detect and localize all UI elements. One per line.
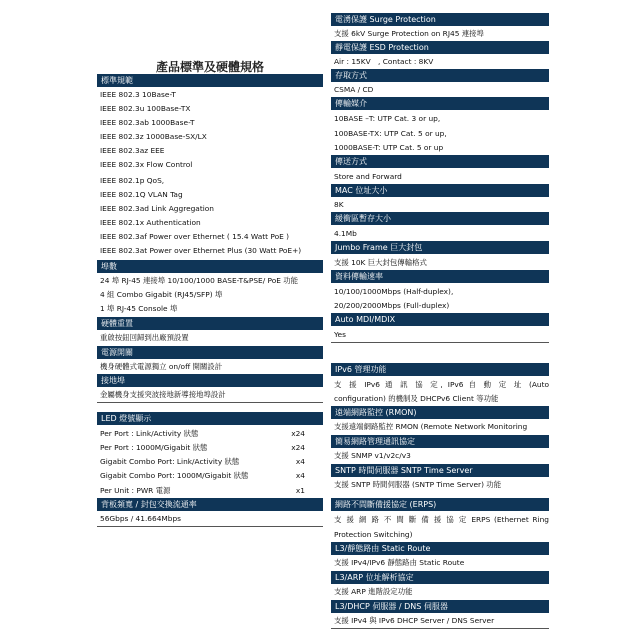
media-item: 10BASE –T: UTP Cat. 3 or up, <box>334 114 441 123</box>
led-label: Gigabit Combo Port: Link/Activity 狀態 <box>100 457 240 466</box>
power-switch-value: 機身硬體式電源獨立 on/off 開關設計 <box>100 362 223 371</box>
buffer-value: 4.1Mb <box>334 229 357 238</box>
section-header-surge: 電湧保護 Surge Protection <box>331 13 549 26</box>
section-header-media: 傳輸媒介 <box>331 97 549 110</box>
transfer-value: Store and Forward <box>334 172 402 181</box>
section-header-static-route: L3/靜態路由 Static Route <box>331 542 549 555</box>
led-qty: x1 <box>295 486 305 495</box>
section-header-rate: 資料傳輸速率 <box>331 270 549 283</box>
media-item: 100BASE-TX: UTP Cat. 5 or up, <box>334 129 447 138</box>
section-header-standards: 標準規範 <box>97 74 323 87</box>
section-header-backplane: 背板頻寬 / 封包交換流通率 <box>97 498 323 511</box>
section-header-mac: MAC 位址大小 <box>331 184 549 197</box>
section-header-erps: 網路不間斷備援協定 (ERPS) <box>331 498 549 511</box>
led-label: Per Port : Link/Activity 狀態 <box>100 429 199 438</box>
backplane-value: 56Gbps / 41.664Mbps <box>97 512 323 527</box>
erps-line-2: Protection Switching) <box>334 530 413 539</box>
ipv6-line-2: configuration) 的機制及 DHCPv6 Client 等功能 <box>334 394 499 403</box>
port-item: 1 埠 RJ-45 Console 埠 <box>100 304 178 313</box>
led-item <box>97 484 323 498</box>
section-header-reset: 硬體重置 <box>97 317 323 330</box>
static-route-value: 支援 IPv4/IPv6 靜態路由 Static Route <box>334 558 465 567</box>
section-header-sntp: SNTP 時間伺服器 SNTP Time Server <box>331 464 549 477</box>
port-item: 4 組 Combo Gigabit (RJ45/SFP) 埠 <box>100 290 223 299</box>
snmp-value: 支援 SNMP v1/v2c/v3 <box>334 451 411 460</box>
standard-item: IEEE 802.3af Power over Ethernet ( 15.4 Watt PoE ) <box>100 232 290 241</box>
section-header-rmon: 遠端網路監控 (RMON) <box>331 406 549 419</box>
section-header-snmp: 簡易網路管理通訊協定 <box>331 435 549 448</box>
led-qty: x24 <box>291 429 305 438</box>
port-item: 24 埠 RJ-45 連接埠 10/100/1000 BASE-T&PSE/ PoE 功能 <box>100 276 299 285</box>
standard-item: IEEE 802.1p QoS, <box>100 176 165 185</box>
section-header-esd: 靜電保護 ESD Protection <box>331 41 549 54</box>
led-qty: x4 <box>295 457 305 466</box>
access-value: CSMA / CD <box>334 85 374 94</box>
section-header-jumbo: Jumbo Frame 巨大封包 <box>331 241 549 254</box>
dhcp-value: 支援 IPv4 與 IPv6 DHCP Server / DNS Server <box>331 614 549 629</box>
erps-line-1: 支 援 網 路 不 間 斷 備 援 協 定 ERPS (Ethernet Ring <box>334 515 549 524</box>
section-header-ports: 埠數 <box>97 260 323 273</box>
surge-value: 支援 6kV Surge Protection on RJ45 連接埠 <box>334 29 484 38</box>
mac-value: 8K <box>334 200 344 209</box>
section-header-buffer: 緩衝區暫存大小 <box>331 212 549 225</box>
standard-item: IEEE 802.3az EEE <box>100 146 165 155</box>
standard-item: IEEE 802.3x Flow Control <box>100 160 193 169</box>
led-qty: x4 <box>295 471 305 480</box>
arp-value: 支援 ARP 進階設定功能 <box>334 587 413 596</box>
rate-item: 10/100/1000Mbps (Half-duplex), <box>334 287 454 296</box>
mdi-value: Yes <box>331 328 549 343</box>
page-title: 產品標準及硬體規格 <box>155 60 264 74</box>
led-item <box>97 427 323 441</box>
section-header-transfer: 傳送方式 <box>331 155 549 168</box>
sntp-value: 支援 SNTP 時間伺服器 (SNTP Time Server) 功能 <box>334 480 502 489</box>
led-item <box>97 441 323 455</box>
led-item <box>97 455 323 469</box>
ground-value: 金屬機身支援突波接地新導接地埠設計 <box>97 388 323 403</box>
standard-item: IEEE 802.3u 100Base-TX <box>100 104 191 113</box>
led-label: Gigabit Combo Port: 1000M/Gigabit 狀態 <box>100 471 249 480</box>
standard-item: IEEE 802.3ad Link Aggregation <box>100 204 214 213</box>
section-header-access: 存取方式 <box>331 69 549 82</box>
section-header-ipv6: IPv6 管理功能 <box>331 363 549 376</box>
section-header-power-switch: 電源開關 <box>97 346 323 359</box>
section-header-dhcp: L3/DHCP 伺服器 / DNS 伺服器 <box>331 600 549 613</box>
standard-item: IEEE 802.3at Power over Ethernet Plus (30 Watt PoE+) <box>100 246 302 255</box>
esd-value: Air : 15KV , Contact : 8KV <box>334 57 434 66</box>
standard-item: IEEE 802.1x Authentication <box>100 218 201 227</box>
standard-item: IEEE 802.1Q VLAN Tag <box>100 190 183 199</box>
rmon-value: 支援遠端網路監控 RMON (Remote Network Monitoring <box>334 422 528 431</box>
section-header-led: LED 燈號顯示 <box>97 412 323 425</box>
section-header-ground: 接地埠 <box>97 374 323 387</box>
media-item: 1000BASE-T: UTP Cat. 5 or up <box>334 143 444 152</box>
section-header-arp: L3/ARP 位址解析協定 <box>331 571 549 584</box>
standard-item: IEEE 802.3ab 1000Base-T <box>100 118 195 127</box>
jumbo-value: 支援 10K 巨大封包傳輸格式 <box>334 258 427 267</box>
reset-value: 重啟按鈕回歸到出廠預設置 <box>100 333 189 342</box>
led-item <box>97 469 323 483</box>
standard-item: IEEE 802.3 10Base-T <box>100 90 176 99</box>
rate-item: 20/200/2000Mbps (Full-duplex) <box>334 301 450 310</box>
section-header-mdi: Auto MDI/MDIX <box>331 313 549 326</box>
led-label: Per Port : 1000M/Gigabit 狀態 <box>100 443 208 452</box>
led-qty: x24 <box>291 443 305 452</box>
led-label: Per Unit : PWR 電源 <box>100 486 171 495</box>
standard-item: IEEE 802.3z 1000Base-SX/LX <box>100 132 207 141</box>
ipv6-line-1: 支 援 IPv6 通 訊 協 定, IPv6 自 動 定 址 (Auto <box>334 380 549 389</box>
